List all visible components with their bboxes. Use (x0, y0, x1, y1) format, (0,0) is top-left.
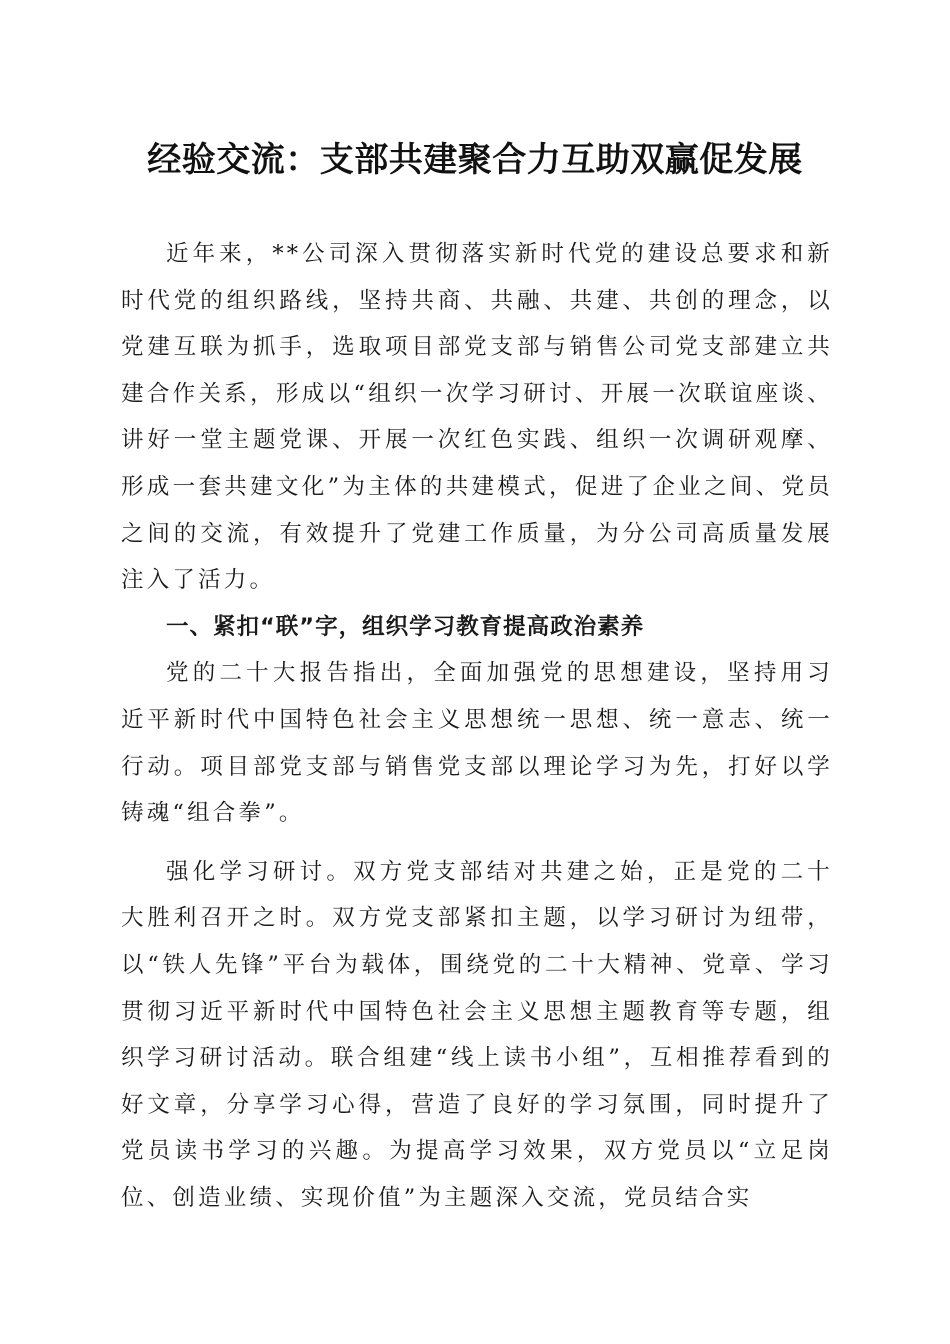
document-body (121, 231, 833, 1221)
document-title: 经验交流：支部共建聚合力互助双赢促发展 (147, 140, 803, 180)
section1-paragraph-1: 党的二十大报告指出，全面加强党的思想建设，坚持用习近平新时代中国特色社会主义思想统一思想、统一意志、统一行动。项目部党支部与销售党支部以理论学习为先，打好以学铸魂“组合拳”。 (121, 660, 833, 827)
section-heading-1: 一、紧扣“联”字，组织学习教育提高政治素养 (166, 613, 645, 640)
section1-paragraph-2: 强化学习研讨。双方党支部结对共建之始，正是党的二十大胜利召开之时。双方党支部紧扣主题，以学习研讨为纽带，以“铁人先锋”平台为载体，围绕党的二十大精神、党章、学习贯彻习近平新时代中国特色社会主义思想主题教育等专题，组织学习研讨活动。联合组建“线上读书小组”，互相推荐看到的好文章，分享学习心得，营造了良好的学习氛围，同时提升了党员读书学习的兴趣。为提高学习效果，双方党员以“立足岗位、创造业绩、实现价值”为主题深入交流，党员结合实 (121, 858, 833, 1211)
intro-paragraph: 近年来，**公司深入贯彻落实新时代党的建设总要求和新时代党的组织路线，坚持共商、共融、共建、共创的理念，以党建互联为抓手，选取项目部党支部与销售公司党支部建立共建合作关系，形成以“组织一次学习研讨、开展一次联谊座谈、讲好一堂主题党课、开展一次红色实践、组织一次调研观摩、形成一套共建文化”为主体的共建模式，促进了企业之间、党员之间的交流，有效提升了党建工作质量，为分公司高质量发展注入了活力。 (121, 241, 833, 594)
